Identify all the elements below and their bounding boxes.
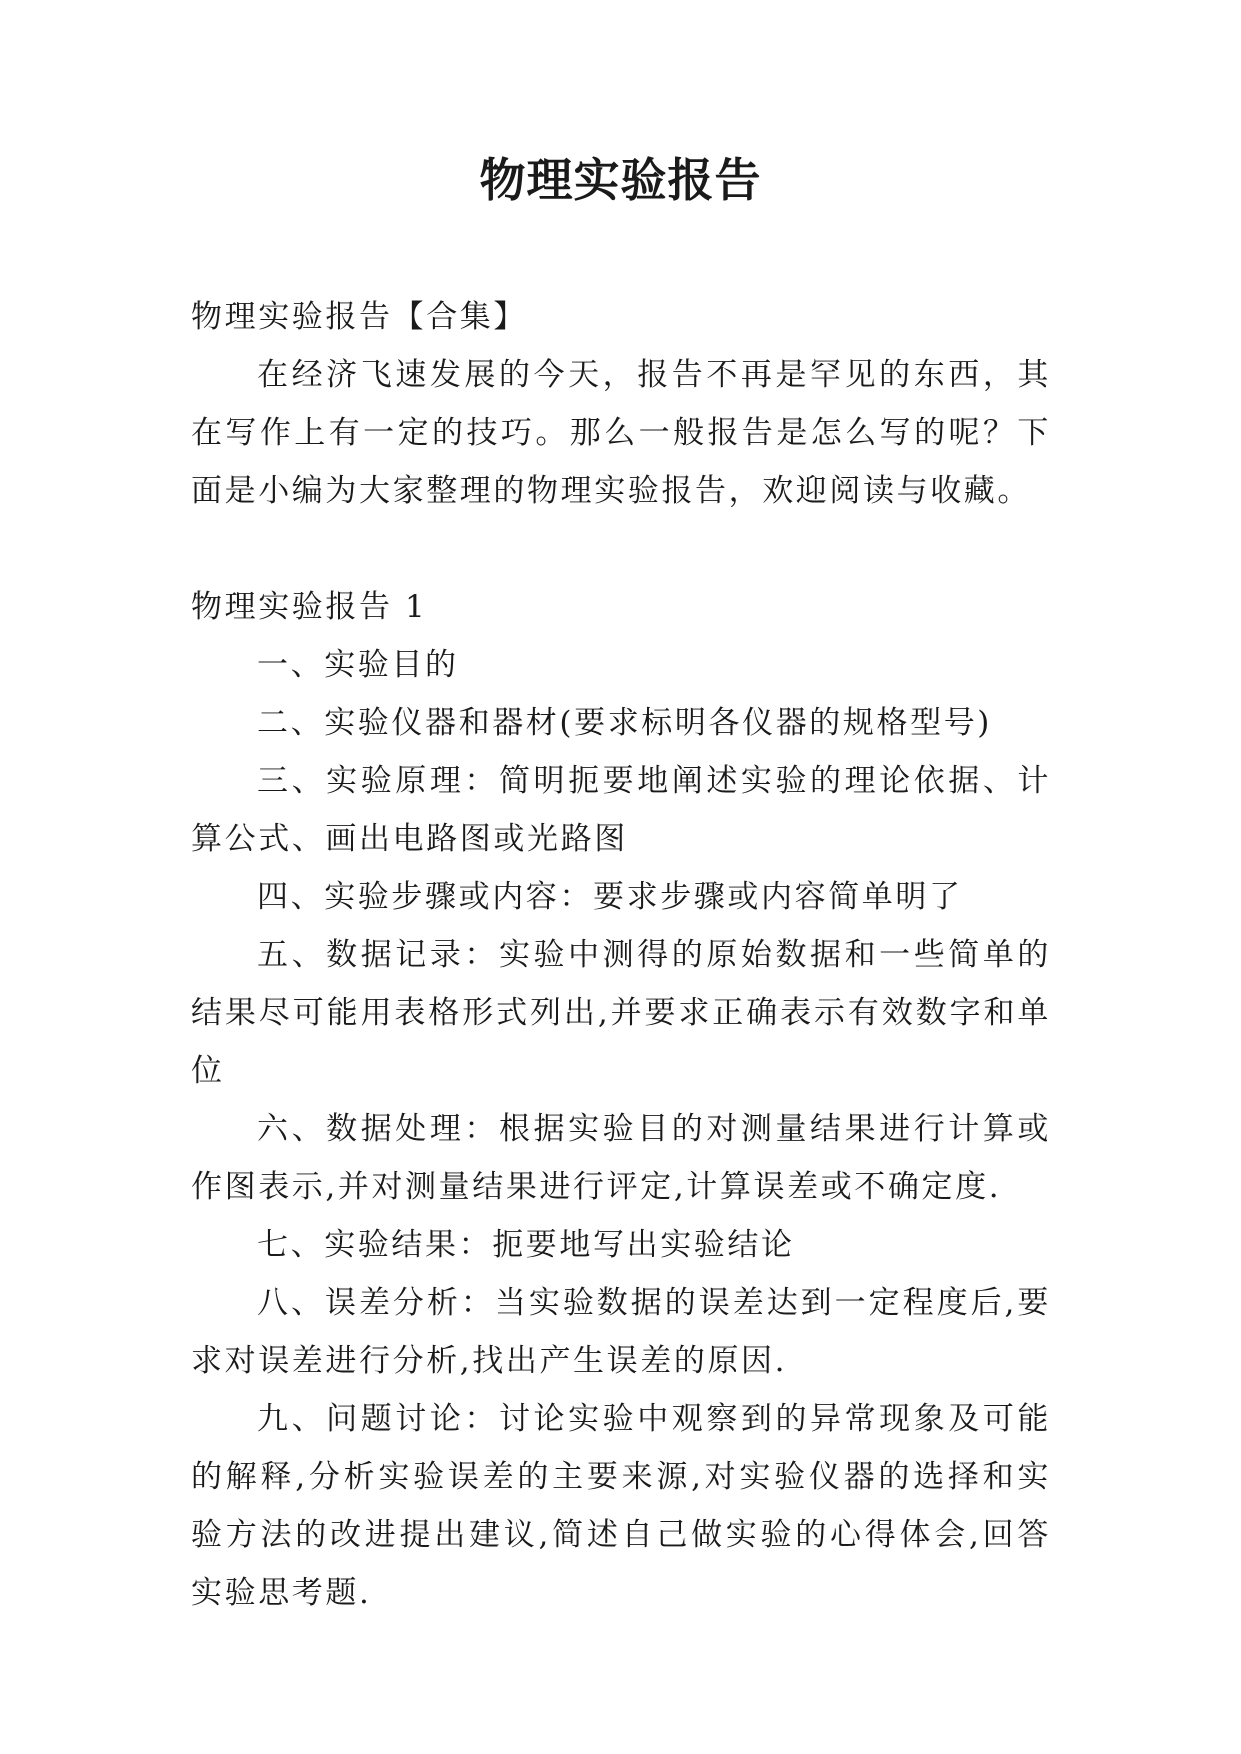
page-title: 物理实验报告 <box>479 153 762 207</box>
section-item-principle: 三、实验原理：简明扼要地阐述实验的理论依据、计算公式、画出电路图或光路图 <box>191 763 1051 857</box>
document-subtitle: 物理实验报告【合集】 <box>191 299 527 335</box>
section-item-results: 七、实验结果：扼要地写出实验结论 <box>257 1227 795 1263</box>
intro-paragraph: 在经济飞速发展的今天，报告不再是罕见的东西，其在写作上有一定的技巧。那么一般报告是怎么写的呢？下面是小编为大家整理的物理实验报告，欢迎阅读与收藏。 <box>191 357 1051 509</box>
section-item-equipment: 二、实验仪器和器材(要求标明各仪器的规格型号) <box>257 705 992 741</box>
section-item-data-record: 五、数据记录：实验中测得的原始数据和一些简单的结果尽可能用表格形式列出,并要求正确表示有效数字和单位 <box>191 937 1051 1089</box>
section-item-discussion: 九、问题讨论：讨论实验中观察到的异常现象及可能的解释,分析实验误差的主要来源,对实验仪器的选择和实验方法的改进提出建议,简述自己做实验的心得体会,回答实验思考题. <box>191 1401 1051 1611</box>
document-body <box>191 288 1051 1622</box>
section-heading: 物理实验报告 1 <box>191 589 428 625</box>
section-item-error-analysis: 八、误差分析：当实验数据的误差达到一定程度后,要求对误差进行分析,找出产生误差的原因. <box>191 1285 1051 1379</box>
section-item-data-processing: 六、数据处理：根据实验目的对测量结果进行计算或作图表示,并对测量结果进行评定,计算误差或不确定度. <box>191 1111 1051 1205</box>
section-item-objective: 一、实验目的 <box>257 647 459 683</box>
section-item-steps: 四、实验步骤或内容：要求步骤或内容简单明了 <box>257 879 963 915</box>
paragraph-spacer <box>191 520 1051 578</box>
